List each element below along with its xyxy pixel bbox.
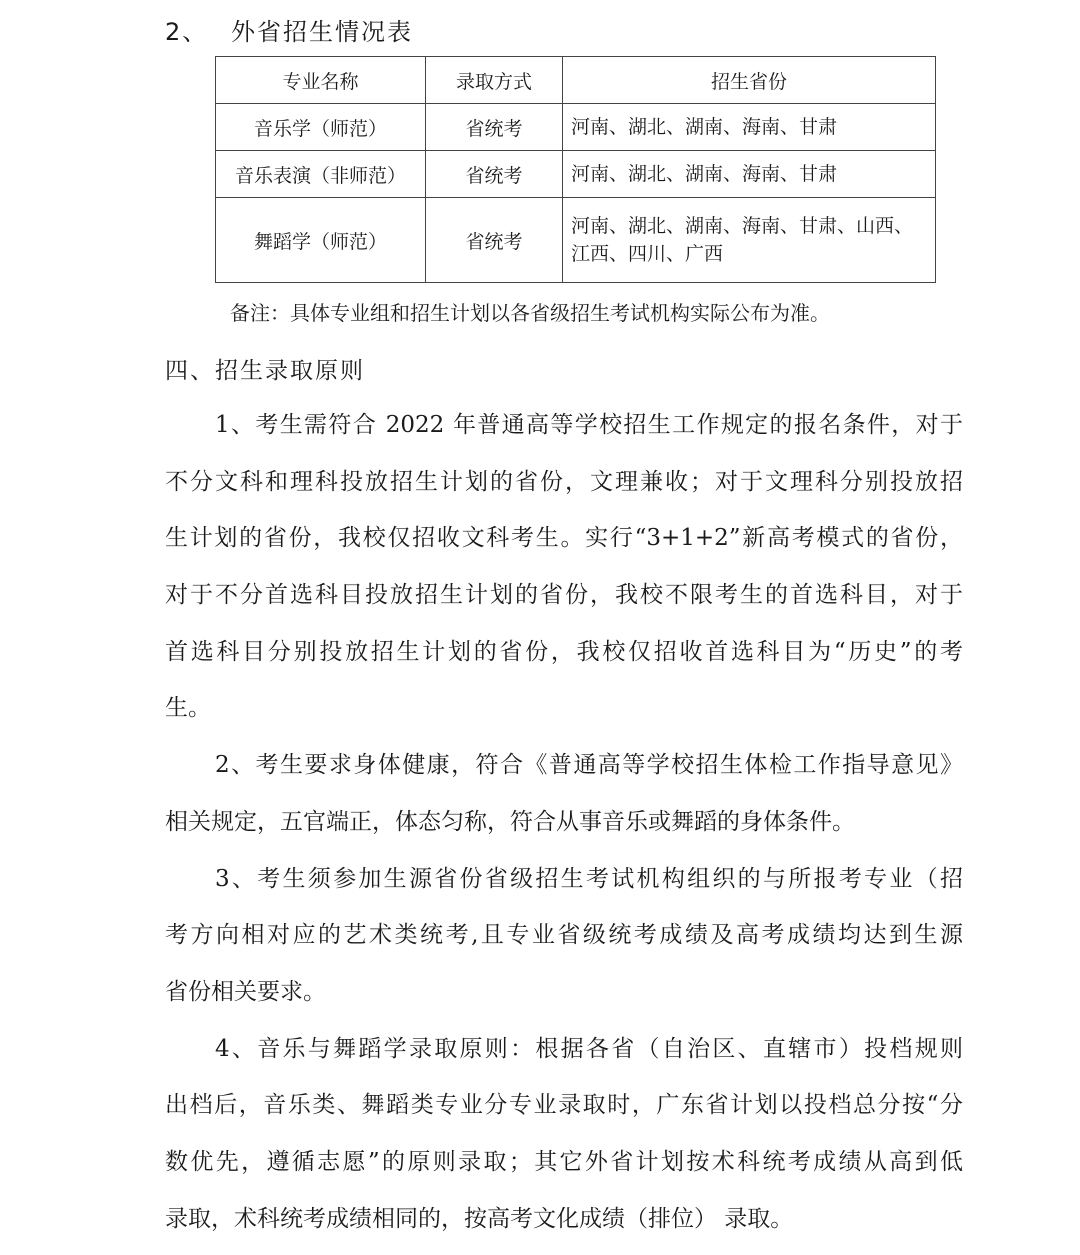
cell-major: 音乐表演（非师范） bbox=[216, 151, 426, 198]
text-line: 2、考生要求身体健康，符合《普通高等学校招生体检工作指导意见》 bbox=[215, 752, 963, 779]
text-line: 录取，术科统考成绩相同的，按高考文化成绩（排位） 录取。 bbox=[165, 1205, 794, 1232]
header-major: 专业名称 bbox=[216, 57, 426, 104]
text-line: 生。 bbox=[165, 695, 211, 722]
cell-method: 省统考 bbox=[426, 198, 563, 283]
table-row bbox=[216, 151, 936, 198]
principles-body bbox=[165, 405, 963, 1255]
paragraph-3 bbox=[165, 859, 963, 1029]
cell-provinces: 河南、湖北、湖南、海南、甘肃 bbox=[563, 151, 936, 198]
paragraph-2 bbox=[165, 745, 963, 858]
paragraph-4 bbox=[165, 1029, 963, 1255]
text-line: 3、考生须参加生源省份省级招生考试机构组织的与所报考专业（招 bbox=[215, 865, 963, 892]
text-line: 对于不分首选科目投放招生计划的省份，我校不限考生的首选科目，对于 bbox=[165, 582, 963, 609]
section-number: 2、 bbox=[165, 18, 209, 46]
table-row bbox=[216, 104, 936, 151]
cell-major: 舞蹈学（师范） bbox=[216, 198, 426, 283]
cell-method: 省统考 bbox=[426, 151, 563, 198]
text-line: 首选科目分别投放招生计划的省份，我校仅招收首选科目为“历史”的考 bbox=[165, 638, 963, 665]
text-line: 省份相关要求。 bbox=[165, 978, 326, 1005]
table-note: 备注：具体专业组和招生计划以各省级招生考试机构实际公布为准。 bbox=[230, 301, 830, 325]
text-line: 生计划的省份，我校仅招收文科考生。实行“3+1+2”新高考模式的省份， bbox=[165, 525, 963, 552]
cell-provinces: 河南、湖北、湖南、海南、甘肃 bbox=[563, 104, 936, 151]
table-header-row bbox=[216, 57, 936, 104]
cell-provinces: 河南、湖北、湖南、海南、甘肃、山西、江西、四川、广西 bbox=[563, 198, 936, 283]
text-line: 4、音乐与舞蹈学录取原则：根据各省（自治区、直辖市）投档规则 bbox=[215, 1035, 963, 1062]
section-heading: 四、招生录取原则 bbox=[165, 358, 365, 384]
text-line: 考方向相对应的艺术类统考,且专业省级统考成绩及高考成绩均达到生源 bbox=[165, 922, 963, 949]
cell-method: 省统考 bbox=[426, 104, 563, 151]
enrollment-table bbox=[215, 56, 936, 283]
text-line: 相关规定，五官端正，体态匀称，符合从事音乐或舞蹈的身体条件。 bbox=[165, 808, 855, 835]
section-title-text: 外省招生情况表 bbox=[231, 18, 413, 46]
header-provinces: 招生省份 bbox=[563, 57, 936, 104]
section-title bbox=[165, 12, 413, 47]
paragraph-1 bbox=[165, 405, 963, 745]
text-line: 不分文科和理科投放招生计划的省份，文理兼收；对于文理科分别投放招 bbox=[165, 468, 963, 495]
text-line: 出档后，音乐类、舞蹈类专业分专业录取时，广东省计划以投档总分按“分 bbox=[165, 1092, 963, 1119]
table-row bbox=[216, 198, 936, 283]
text-line: 1、考生需符合 2022 年普通高等学校招生工作规定的报名条件，对于 bbox=[215, 412, 963, 438]
cell-major: 音乐学（师范） bbox=[216, 104, 426, 151]
text-line: 数优先，遵循志愿”的原则录取；其它外省计划按术科统考成绩从高到低 bbox=[165, 1148, 963, 1175]
header-method: 录取方式 bbox=[426, 57, 563, 104]
